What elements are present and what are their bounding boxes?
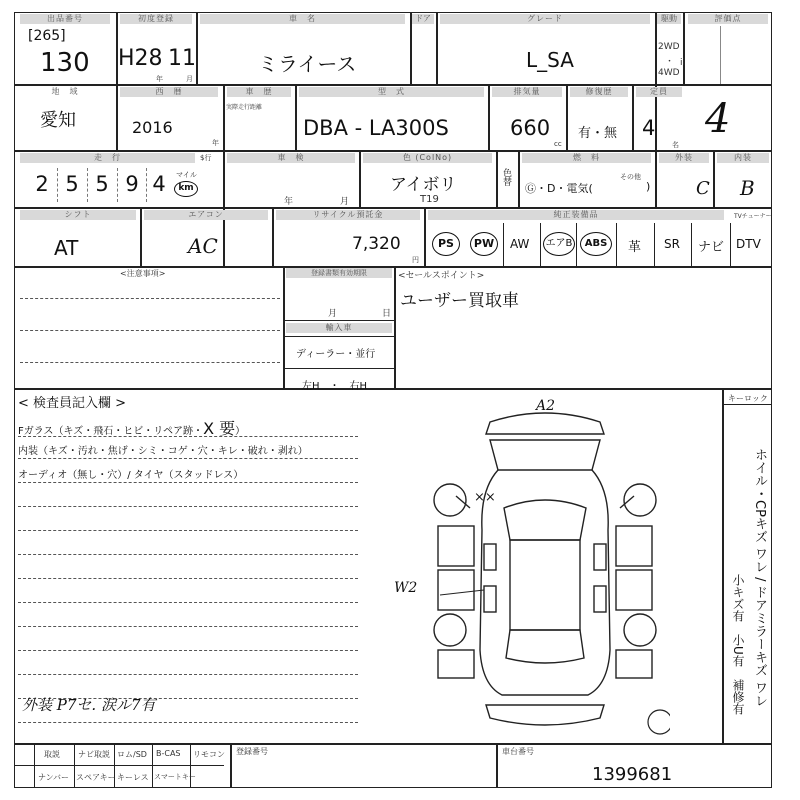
inspector-title: < 検査員記入欄 >	[18, 396, 127, 411]
exterior-label: 外装	[659, 153, 709, 163]
left-rocker	[438, 650, 474, 678]
drive-dot: ・	[665, 57, 675, 67]
vehicle-inspection-label: 車 検	[227, 153, 355, 163]
glass-close: ）	[235, 426, 246, 437]
evaluation-score: 4	[705, 96, 731, 142]
capacity: 4	[642, 116, 656, 140]
recycle-unit: 円	[412, 256, 419, 264]
registration-number-label: 登録番号	[236, 747, 268, 756]
drive-label: 駆動	[657, 14, 681, 24]
equipment-pw: PW	[473, 237, 495, 250]
w2-pointer	[440, 590, 484, 595]
front-bumper	[486, 413, 604, 434]
glass-text: Fガラス（キズ・飛石・ヒビ・リペア跡・	[18, 426, 204, 437]
km-label: km	[178, 183, 194, 193]
color-code: T19	[420, 194, 439, 205]
glass-mark: X 要	[203, 419, 236, 438]
windshield	[504, 500, 586, 540]
car-name-label: 車 名	[200, 14, 405, 24]
equipment-airbag: エアB	[545, 238, 573, 249]
displacement-label: 排気量	[492, 87, 562, 97]
left-rear-window	[484, 586, 496, 612]
left-rear-door	[438, 570, 474, 610]
body-outline	[480, 470, 610, 695]
displacement: 660	[510, 116, 551, 140]
right-rear-window	[594, 586, 606, 612]
sales-point-label: <セールスポイント>	[398, 271, 485, 281]
footer-number-plate: ナンバー	[38, 773, 70, 782]
registration-expiry-label: 登録書類有効期限	[286, 268, 392, 278]
right-front-window	[594, 544, 606, 570]
mileage-digit: 2	[35, 172, 49, 196]
key-lock-label: キーロック	[728, 394, 768, 403]
equipment-abs-circled	[580, 232, 612, 256]
right-front-door	[616, 526, 652, 566]
fuel-options: Ⓖ・D・電気(	[525, 182, 593, 195]
dealer-parallel: ディーラー・並行	[296, 349, 376, 360]
right-rear-door	[616, 570, 652, 610]
year-ad-suffix: 年	[212, 139, 219, 147]
right-mirror	[620, 496, 634, 508]
inspector-line-interior: 内装（キズ・汚れ・焦げ・シミ・コゲ・穴・キレ・破れ・剥れ）	[18, 446, 308, 457]
mileage-digit: 9	[125, 172, 139, 196]
equipment-ps-circled	[432, 232, 460, 256]
rear-bumper	[486, 705, 604, 725]
shift: AT	[54, 236, 79, 260]
parts-damage-note: ホイル・CPキズ ワレ / ドアミラーキズ ワレ	[752, 448, 767, 707]
grade-label: グレード	[440, 14, 650, 24]
lot-number: 130	[40, 48, 90, 78]
mileage-digit: 5	[95, 172, 109, 196]
mileage-label: 走 行	[20, 153, 195, 163]
capacity-label: 定員	[636, 87, 682, 97]
hood	[490, 440, 600, 470]
year-suffix: 年	[156, 75, 163, 83]
recycle-deposit: 7,320	[352, 234, 401, 254]
displacement-unit: cc	[554, 140, 562, 148]
color: アイボリ	[390, 175, 457, 195]
wheel-rear-right	[624, 614, 656, 646]
expiry-day-suffix: 日	[382, 309, 392, 319]
equipment-airbag-circled	[543, 232, 575, 256]
drive-2wd: 2WD	[658, 42, 680, 52]
capacity-unit: 名	[672, 141, 679, 149]
footer-remote: リモコン	[193, 750, 225, 759]
mileage-digit: 5	[65, 172, 79, 196]
interior-grade: B	[740, 176, 755, 200]
left-mirror	[456, 496, 470, 508]
inspector-line-audio: オーディオ（無し・穴）/ タイヤ（スタッドレス）	[18, 470, 244, 481]
damage-mark-scratch: ××	[474, 490, 496, 505]
extra-circle-mark	[648, 710, 670, 734]
month-suffix: 月	[186, 75, 193, 83]
repair-history-options: 有・無	[578, 126, 618, 141]
parts-damage-note-2: 小キズ有 小U有 補修有	[731, 574, 745, 715]
tv-tuner-label: TVチューナー	[734, 213, 772, 220]
shift-label: シフト	[20, 210, 136, 220]
right-rocker	[616, 650, 652, 678]
footer-rom-sd: ロム/SD	[117, 750, 147, 759]
interior-label: 内装	[717, 153, 769, 163]
year-ad: 2016	[132, 118, 173, 137]
region: 愛知	[40, 110, 76, 131]
mileage-digit: 4	[152, 172, 166, 196]
damage-mark-a2: A2	[536, 398, 556, 414]
fuel-other: その他	[620, 173, 641, 181]
first-registration-year: H28	[118, 46, 163, 71]
chassis-number: 1399681	[592, 764, 673, 785]
footer-manual: 取説	[44, 750, 60, 759]
grade: L_SA	[526, 48, 574, 72]
air-conditioner-label: エアコン	[144, 210, 268, 220]
equipment-dtv: DTV	[736, 237, 761, 251]
region-label: 地 域	[51, 87, 79, 96]
inspection-year-suffix: 年	[284, 197, 294, 207]
equipment-leather: 革	[628, 240, 642, 255]
first-registration-label: 初度登録	[120, 14, 192, 24]
chassis-number-label: 車台番号	[502, 747, 534, 756]
car-damage-diagram	[420, 400, 670, 740]
import-car-label: 輸入車	[286, 323, 392, 333]
rear-window	[506, 630, 584, 663]
equipment-abs: ABS	[584, 238, 608, 249]
history-label: 車 歴	[227, 87, 291, 97]
damage-mark-w2: W2	[394, 580, 418, 596]
footer-navi-manual: ナビ取説	[78, 750, 110, 759]
color-change-label: 色替	[501, 168, 511, 186]
history-note: 実際走行距離	[226, 104, 263, 111]
air-conditioner: AC	[188, 234, 218, 258]
lot-number-label: 出品番号	[20, 14, 110, 24]
drive-mark: ⅰⅰ	[680, 58, 686, 68]
footer-smart-key: スマートキー	[154, 773, 196, 781]
roof	[510, 540, 580, 630]
equipment-pw-circled	[470, 232, 498, 256]
handwritten-exterior-note: 外装 P7セ. 涙ル7有	[22, 696, 156, 714]
year-ad-label: 西 暦	[120, 87, 218, 97]
fuel-label: 燃 料	[522, 153, 651, 163]
sales-point: ユーザー買取車	[400, 291, 519, 311]
equipment-navi: ナビ	[698, 240, 725, 255]
left-front-door	[438, 526, 474, 566]
color-label: 色 (ColNo)	[363, 153, 492, 163]
footer-spare-key: スペアキー	[76, 773, 116, 782]
drive-4wd: 4WD	[658, 68, 680, 78]
footer-bcas: B-CAS	[156, 749, 181, 758]
car-name: ミライース	[258, 52, 357, 76]
recycle-deposit-label: リサイクル預託金	[276, 210, 420, 220]
equipment-aw: AW	[510, 237, 530, 251]
mile-label: マイル	[176, 171, 197, 179]
inspection-month-suffix: 月	[340, 197, 350, 207]
model-label: 型 式	[299, 87, 484, 97]
score-label: 評価点	[688, 14, 768, 24]
equipment-ps: PS	[438, 237, 454, 250]
footer-keyless: キーレス	[117, 773, 149, 782]
model-code: DBA - LA300S	[303, 116, 449, 140]
equipment-label: 純正装備品	[428, 210, 724, 220]
left-front-window	[484, 544, 496, 570]
mileage-unit-label: $行	[200, 154, 212, 162]
equipment-sunroof: SR	[664, 237, 680, 251]
door-label: ドア	[412, 14, 434, 24]
km-selected-circle	[174, 181, 198, 197]
steering-side: 左H ・ 右H	[302, 381, 368, 392]
caution-label: <注意事項>	[120, 269, 166, 278]
lot-bracket-number: [265]	[28, 28, 66, 44]
repair-history-label: 修復歴	[570, 87, 628, 97]
expiry-month-suffix: 月	[328, 309, 338, 319]
first-registration-month: 11	[168, 46, 196, 71]
wheel-rear-left	[434, 614, 466, 646]
exterior-grade: C	[696, 178, 710, 199]
fuel-close: )	[646, 180, 651, 193]
